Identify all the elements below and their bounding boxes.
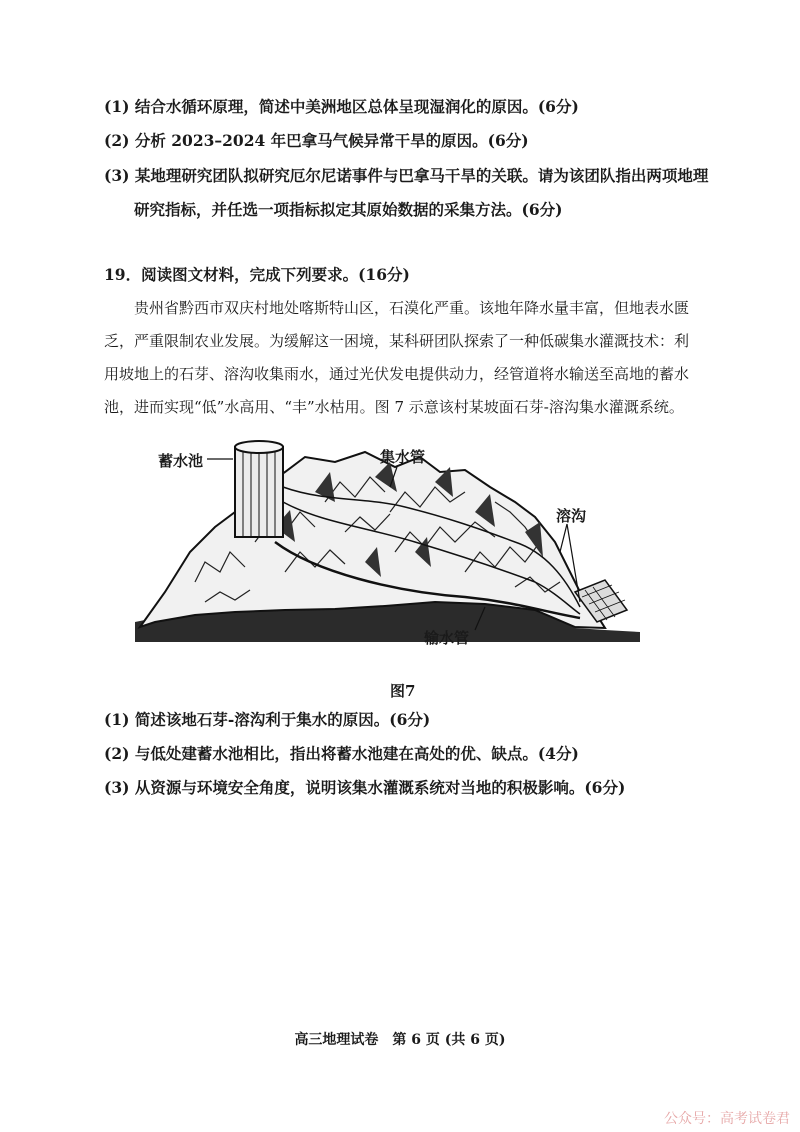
page-footer: 高三地理试卷 第 6 页 (共 6 页) bbox=[294, 1032, 506, 1048]
q19-material-line2: 乏，严重限制农业发展。为缓解这一困境，某科研团队探索了一种低碳集水灌溉技术：利 bbox=[104, 332, 690, 350]
q18-sub3-cont: 研究指标，并任选一项指标拟定其原始数据的采集方法。(6分) bbox=[134, 200, 563, 219]
q18-sub2: (2) 分析 2023–2024 年巴拿马气候异常干旱的原因。(6分) bbox=[104, 131, 529, 150]
watermark: 公众号：高考试卷君 bbox=[664, 1111, 790, 1127]
label-collector-pipe: 集水管 bbox=[380, 448, 426, 466]
q18-sub1: (1) 结合水循环原理，简述中美洲地区总体呈现湿润化的原因。(6分) bbox=[104, 97, 579, 116]
q19-material-line3: 用坡地上的石芽、溶沟收集雨水，通过光伏发电提供动力，经管道将水输送至高地的蓄水 bbox=[104, 365, 690, 383]
q18-sub3: (3) 某地理研究团队拟研究厄尔尼诺事件与巴拿马干旱的关联。请为该团队指出两项地理 bbox=[104, 166, 709, 185]
figure-caption: 图7 bbox=[390, 682, 416, 700]
q19-heading: 19．阅读图文材料，完成下列要求。(16分) bbox=[104, 265, 410, 284]
q19-material-line1: 贵州省黔西市双庆村地处喀斯特山区，石漠化严重。该地年降水量丰富，但地表水匮 bbox=[134, 299, 690, 317]
q19-material-line4: 池，进而实现“低”水高用、“丰”水枯用。图 7 示意该村某坡面石芽-溶沟集水灌溉系统。 bbox=[104, 398, 684, 416]
label-delivery-pipe: 输水管 bbox=[424, 629, 470, 647]
label-reservoir: 蓄水池 bbox=[158, 452, 204, 470]
q19-sub2: (2) 与低处建蓄水池相比，指出将蓄水池建在高处的优、缺点。(4分) bbox=[104, 744, 579, 763]
q19-sub3: (3) 从资源与环境安全角度，说明该集水灌溉系统对当地的积极影响。(6分) bbox=[104, 778, 626, 797]
label-groove: 溶沟 bbox=[556, 507, 587, 525]
reservoir-tank bbox=[235, 441, 283, 537]
q19-sub1: (1) 简述该地石芽-溶沟利于集水的原因。(6分) bbox=[104, 710, 431, 729]
